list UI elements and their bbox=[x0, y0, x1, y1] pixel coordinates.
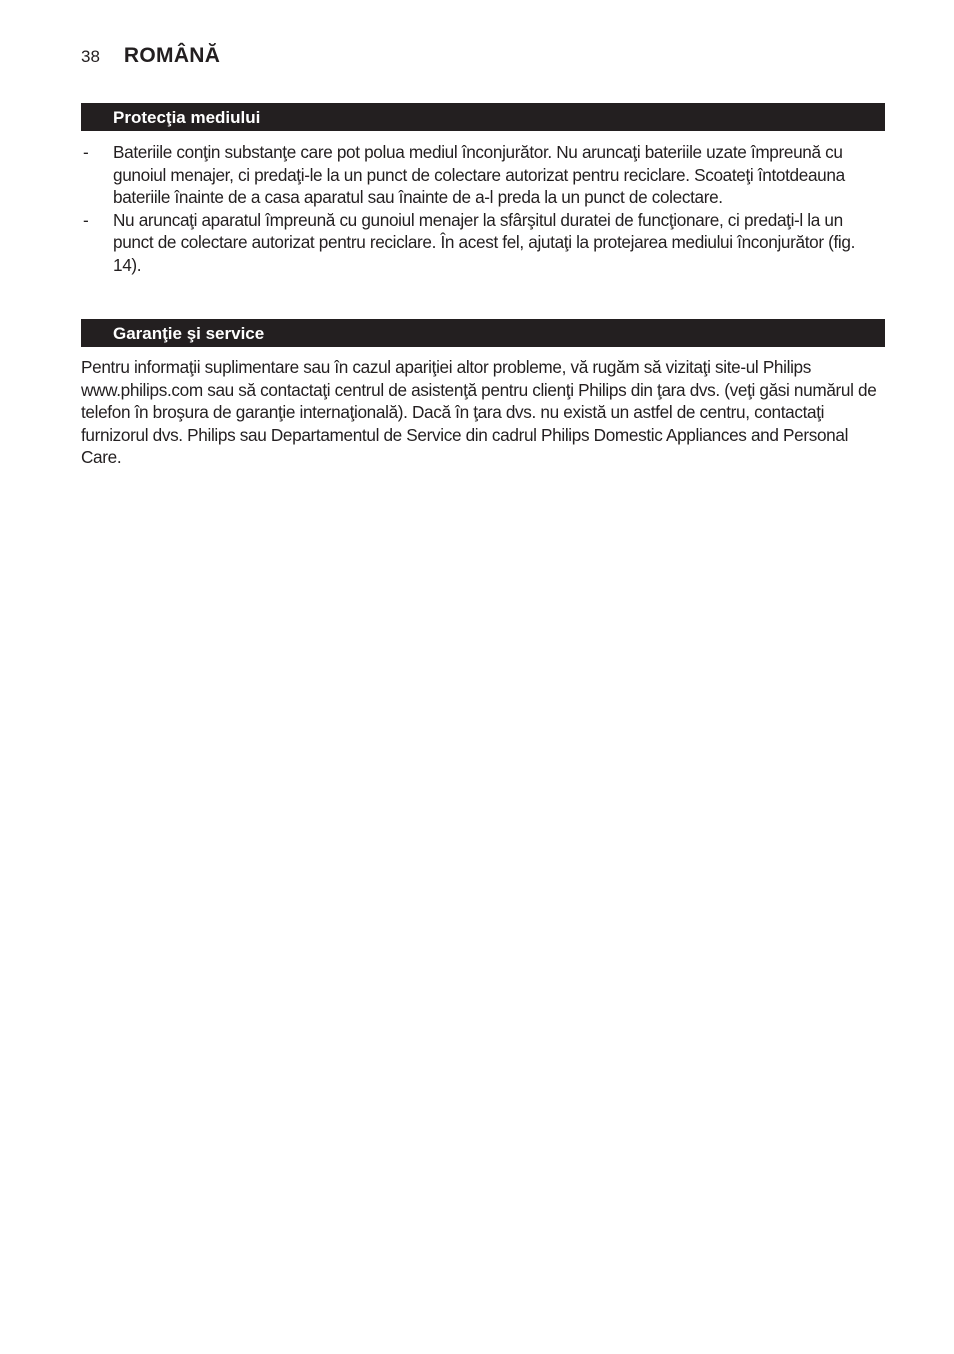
bullet-dash: - bbox=[83, 209, 89, 230]
list-item bbox=[81, 209, 887, 277]
environment-bullet-list bbox=[81, 141, 887, 277]
paragraph-text-after: sau să contactaţi centrul de asistenţă pentru clienţi Philips din ţara dvs. (veţi găsi numărul de telefon în broşura de garanţie internaţională). Dacă în ţara dvs. nu există un astfel de centru, contactaţi furnizorul dvs. Philips sau Departamentul de Service din cadrul Philips Domestic Appliances and Personal Care. bbox=[81, 379, 877, 468]
guarantee-paragraph bbox=[81, 356, 887, 469]
section-heading-guarantee-service: Garanţie şi service bbox=[81, 319, 885, 347]
bullet-text: Nu aruncaţi aparatul împreună cu gunoiul menajer la sfârşitul duratei de funcţionare, ci predaţi-l la un punct de colectare autorizat pentru reciclare. În acest fel, ajutaţi la protejarea mediului înconjurător (fig. 14). bbox=[113, 209, 856, 275]
page-number: 38 bbox=[81, 47, 100, 66]
page-header bbox=[81, 44, 220, 74]
section-heading-environment: Protecţia mediului bbox=[81, 103, 885, 131]
page-language-title: ROMÂNĂ bbox=[123, 44, 221, 67]
paragraph-text-before: Pentru informaţii suplimentare sau în cazul apariţiei altor probleme, vă rugăm să vizitaţi site-ul Philips bbox=[81, 357, 811, 377]
list-item bbox=[81, 141, 887, 209]
bullet-dash: - bbox=[83, 142, 89, 162]
bullet-text: Bateriile conţin substanţe care pot polua mediul înconjurător. Nu aruncaţi bateriile uzate împreună cu gunoiul menajer, ci predaţi-le la un punct de colectare autorizat pentru reciclare. Scoateţi întotdeauna bateriile înainte de a casa aparatul sau înainte de a-l preda la un punct de colectare. bbox=[113, 142, 845, 208]
philips-website-link[interactable]: www.philips.com bbox=[81, 379, 203, 400]
